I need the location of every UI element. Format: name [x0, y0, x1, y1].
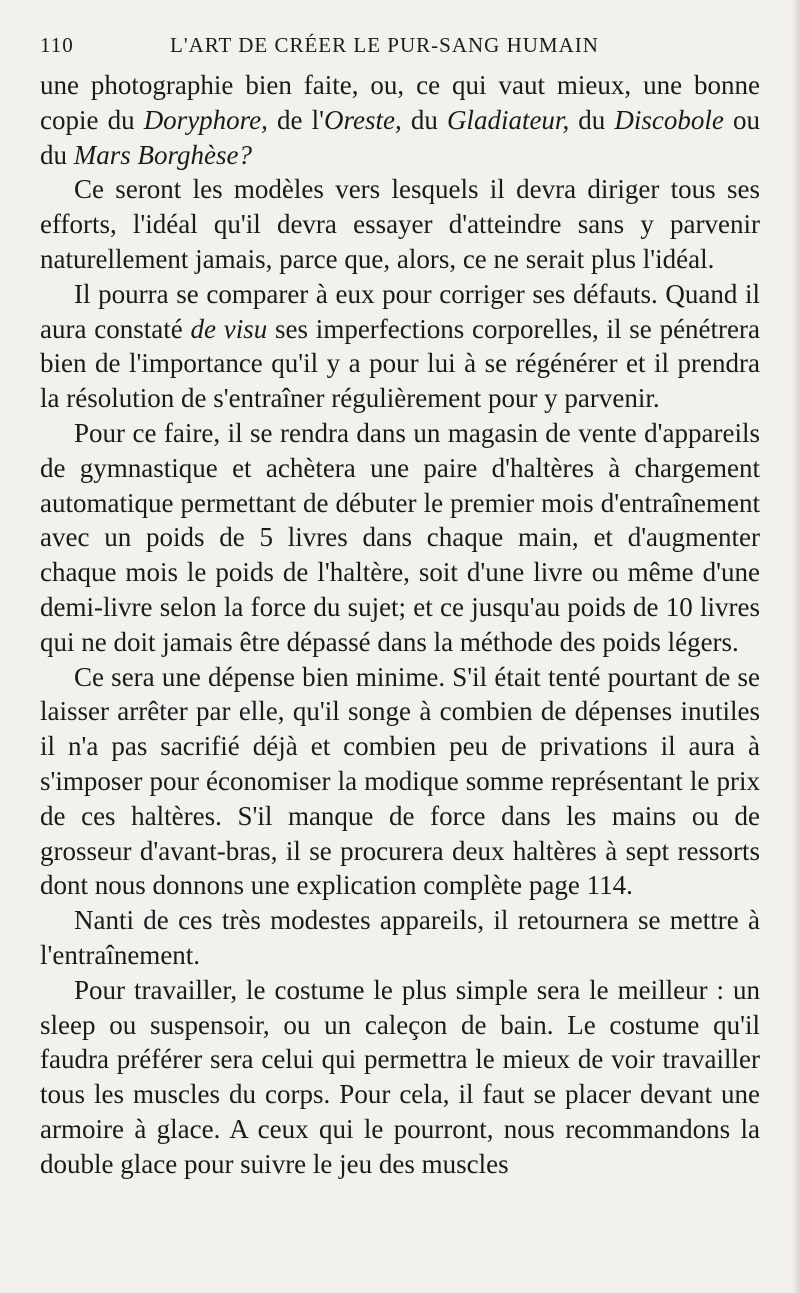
text-segment: de l' — [267, 104, 324, 135]
italic-text: Discobole — [614, 104, 724, 135]
text-segment: Ce sera une dépense bien minime. S'il était tenté pourtant de se laisser arrêter par elle, qu'il songe à combien de dépenses inutiles il n'a pas sacrifié déjà et combien peu de privations il aura à s'imposer pour économiser la modique somme représentant le prix de ces haltères. S'il manque de force dans les mains ou de grosseur d'avant-bras, il se procurera deux haltères à sept ressorts dont nous donnons une explication complète page 114. — [40, 661, 760, 901]
italic-text: de visu — [190, 313, 268, 344]
paragraph — [40, 68, 760, 172]
paragraph — [40, 416, 760, 660]
text-segment: une photographie bien faite, ou, ce qui vaut mieux, une bonne copie du — [40, 70, 760, 135]
page-number: 110 — [40, 33, 74, 57]
paragraph — [40, 973, 760, 1182]
text-segment: du — [401, 104, 447, 135]
running-title: L'ART DE CRÉER LE PUR-SANG HUMAIN — [170, 33, 599, 57]
text-segment: Ce seront les modèles vers lesquels il devra diriger tous ses efforts, l'idéal qu'il devra essayer d'atteindre sans y parvenir naturellement jamais, parce que, alors, ce ne serait plus l'idéal. — [40, 174, 760, 274]
italic-text: Gladiateur, — [446, 104, 570, 135]
italic-text: Oreste, — [323, 104, 402, 135]
text-segment: du — [569, 104, 615, 135]
text-segment: Nanti de ces très modestes appareils, il retournera se mettre à l'entraînement. — [40, 905, 760, 970]
italic-text: Mars Borghèse? — [73, 139, 252, 170]
text-segment: ses imperfections corporelles, il se pénétrera bien de l'importance qu'il y a pour lui à se régénérer et il prendra la résolution de s'entraîner régulièrement pour y parvenir. — [40, 313, 760, 414]
page-edge-shadow — [792, 0, 800, 1293]
text-segment: Pour ce faire, il se rendra dans un magasin de vente d'appareils de gymnastique et achètera une paire d'haltères à chargement automatique permettant de débuter le premier mois d'entraînement avec un poids de 5 livres dans chaque main, et d'augmenter chaque mois le poids de l'haltère, soit d'une livre ou même d'une demi-livre selon la force du sujet; et ce jusqu'au poids de 10 livres qui ne doit jamais être dépassé dans la méthode des poids légers. — [40, 417, 760, 657]
body-text — [40, 68, 760, 1182]
italic-text: Doryphore, — [143, 104, 268, 135]
page-header — [40, 33, 760, 63]
paragraph — [40, 660, 760, 904]
text-segment: ou du — [40, 104, 761, 170]
paragraph — [40, 277, 760, 416]
paragraph — [40, 903, 760, 973]
text-segment: Il pourra se comparer à eux pour corriger ses défauts. Quand il aura constaté — [40, 278, 760, 344]
text-segment: Pour travailler, le costume le plus simple sera le meilleur : un sleep ou suspensoir, ou un caleçon de bain. Le costume qu'il faudra préférer sera celui qui permettra le mieux de voir travailler tous les muscles du corps. Pour cela, il faut se placer devant une armoire à glace. A ceux qui le pourront, nous recommandons la double glace pour suivre le jeu des muscles — [40, 974, 760, 1179]
paragraph — [40, 172, 760, 276]
